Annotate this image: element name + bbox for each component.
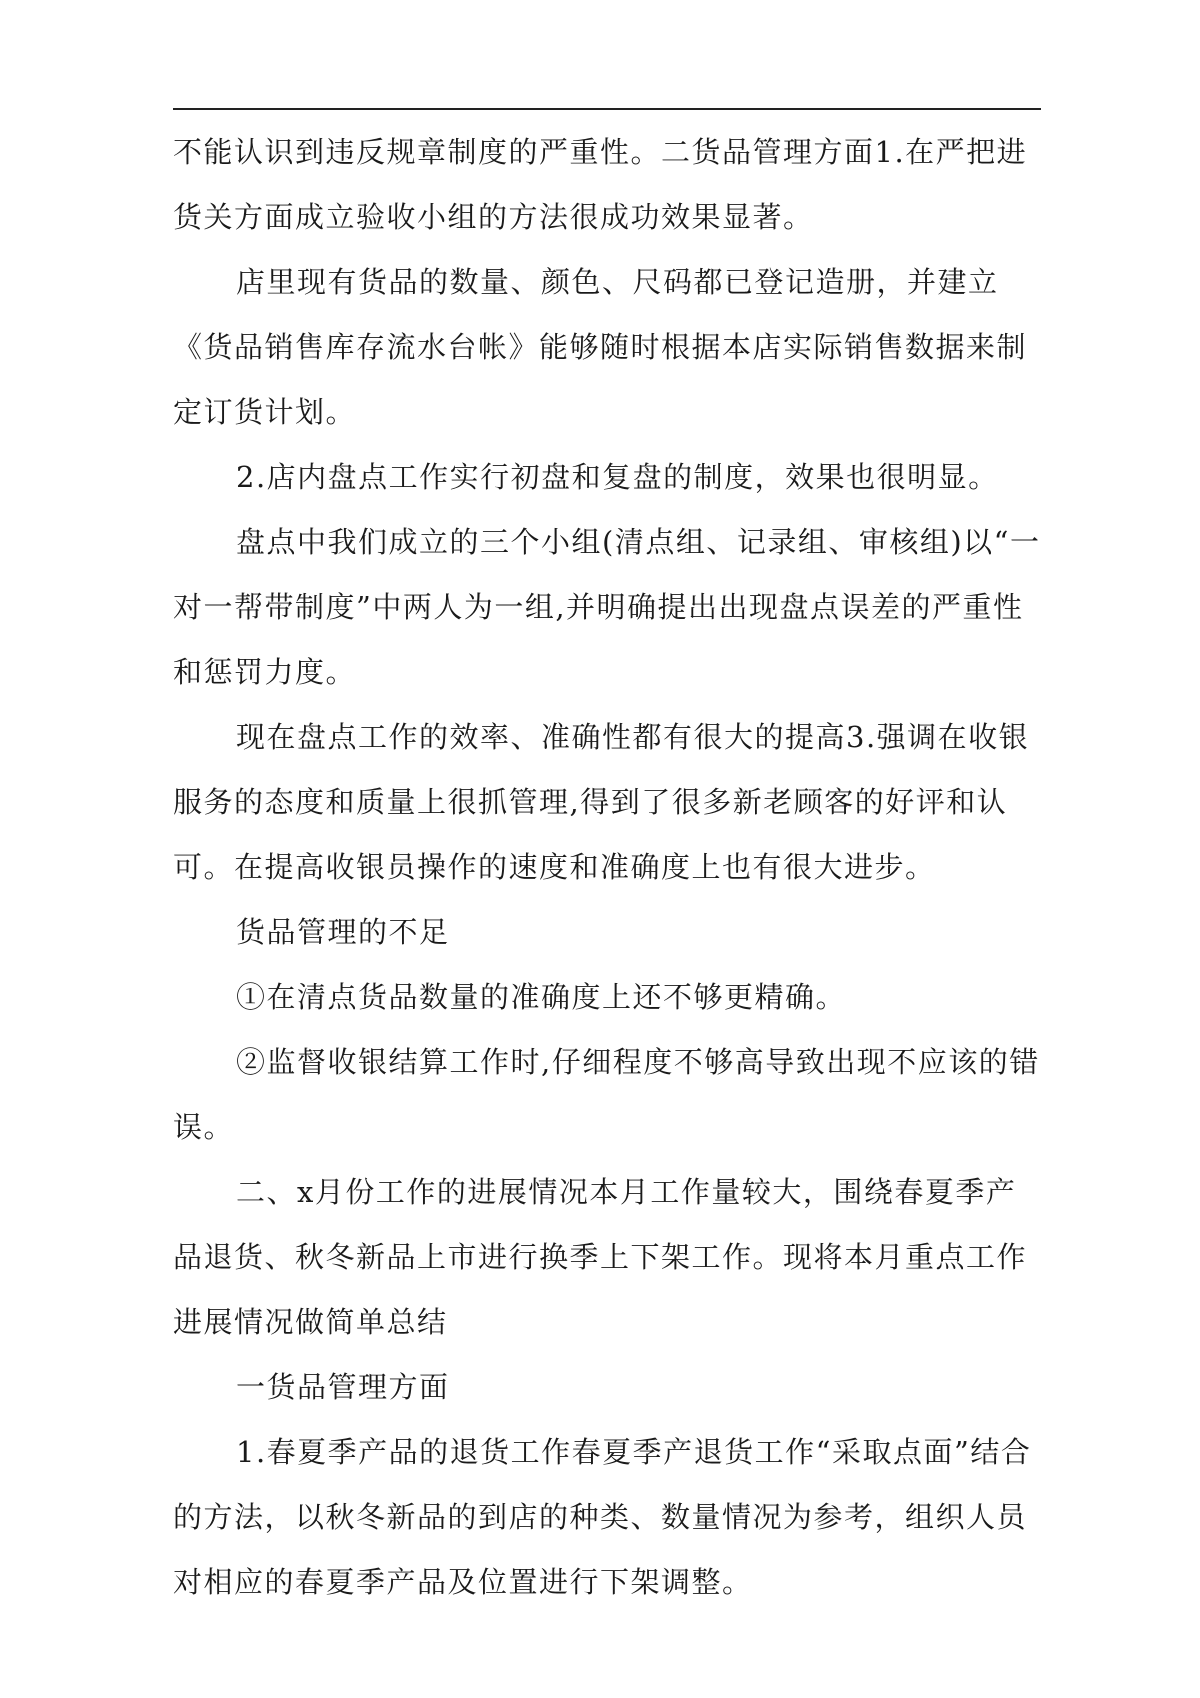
paragraph: 店里现有货品的数量、颜色、尺码都已登记造册，并建立《货品销售库存流水台帐》能够随时根据本店实际销售数据来制定订货计划。 [173,265,1028,429]
paragraph: 不能认识到违反规章制度的严重性。二货品管理方面1.在严把进货关方面成立验收小组的方法很成功效果显著。 [173,135,1028,234]
paragraph: 现在盘点工作的效率、准确性都有很大的提高3.强调在收银服务的态度和质量上很抓管理,得到了很多新老顾客的好评和认可。在提高收银员操作的速度和准确度上也有很大进步。 [173,720,1030,884]
paragraph: 1.春夏季产品的退货工作春夏季产退货工作“采取点面”结合的方法，以秋冬新品的到店的种类、数量情况为参考，组织人员对相应的春夏季产品及位置进行下架调整。 [173,1435,1032,1599]
paragraph: 二、x月份工作的进展情况本月工作量较大，围绕春夏季产品退货、秋冬新品上市进行换季上下架工作。现将本月重点工作进展情况做简单总结 [173,1175,1028,1339]
paragraph: ①在清点货品数量的准确度上还不够更精确。 [236,980,847,1014]
paragraph: 一货品管理方面 [236,1370,450,1404]
paragraph: ②监督收银结算工作时,仔细程度不够高导致出现不应该的错误。 [173,1045,1040,1144]
paragraph: 2.店内盘点工作实行初盘和复盘的制度，效果也很明显。 [236,460,999,494]
header-rule [173,108,1041,110]
paragraph: 货品管理的不足 [236,915,450,949]
paragraph: 盘点中我们成立的三个小组(清点组、记录组、审核组)以“一对一帮带制度”中两人为一组,并明确提出出现盘点误差的严重性和惩罚力度。 [173,525,1041,689]
document-body [173,120,1041,1615]
